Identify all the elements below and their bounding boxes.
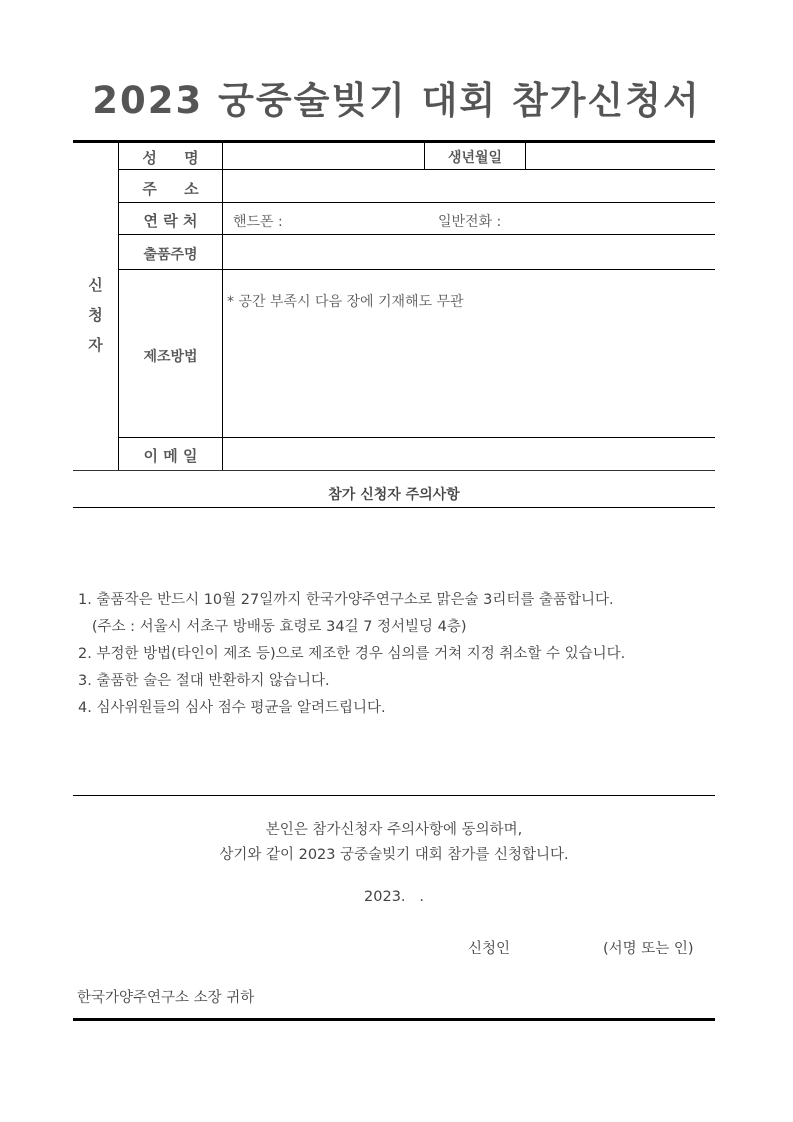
row-line — [118, 234, 715, 235]
email-label: 이 메 일 — [143, 447, 198, 465]
entry-name-label: 출품주명 — [143, 247, 198, 263]
method-note: * 공간 부족시 다음 장에 기재해도 무관 — [227, 294, 464, 310]
birth-divider — [525, 142, 526, 170]
agreement-line-1: 본인은 참가신청자 주의사항에 동의하며, — [265, 822, 523, 838]
notice-item: (주소 : 서울시 서초구 방배동 효령로 34길 7 정서빌딩 4층) — [78, 619, 467, 635]
section-char: 신 — [88, 276, 103, 294]
row-line — [118, 169, 715, 170]
birth-label: 생년월일 — [447, 150, 503, 166]
section-label — [73, 270, 118, 360]
phone-label: 일반전화 : — [438, 214, 502, 230]
signature-label: (서명 또는 인) — [603, 941, 694, 957]
addressee: 한국가양주연구소 소장 귀하 — [77, 990, 255, 1006]
notice-item: 1. 출품작은 반드시 10월 27일까지 한국가양주연구소로 맑은술 3리터를 출품합니다. — [78, 592, 614, 608]
mobile-label: 핸드폰 : — [233, 214, 283, 230]
agreement-divider — [73, 795, 715, 796]
document-title: 2023 궁중술빚기 대회 참가신청서 — [92, 79, 701, 122]
address-label: 주 소 — [142, 180, 199, 198]
notice-divider — [73, 507, 715, 508]
row-line — [118, 437, 715, 438]
applicant-label: 신청인 — [468, 941, 511, 957]
agreement-line-2: 상기와 같이 2023 궁중술빚기 대회 참가를 신청합니다. — [219, 847, 569, 863]
section-char: 자 — [88, 336, 103, 354]
notice-item: 4. 심사위원들의 심사 점수 평균을 알려드립니다. — [78, 700, 386, 716]
application-date: 2023. . — [364, 889, 424, 905]
label-divider — [222, 142, 223, 471]
row-line — [118, 202, 715, 203]
notice-item: 2. 부정한 방법(타인이 제조 등)으로 제조한 경우 심의를 거쳐 지정 취소할 수 있습니다. — [78, 646, 626, 662]
bottom-rule — [73, 1018, 715, 1021]
section-char: 청 — [88, 306, 103, 324]
notice-title: 참가 신청자 주의사항 — [328, 487, 460, 503]
row-line — [118, 269, 715, 270]
form-top-border — [73, 140, 715, 143]
name-label: 성 명 — [142, 149, 199, 167]
form-bottom-border — [73, 470, 715, 471]
method-label: 제조방법 — [143, 349, 198, 365]
notice-list — [78, 590, 625, 725]
notice-item: 3. 출품한 술은 절대 반환하지 않습니다. — [78, 673, 330, 689]
contact-label: 연 락 처 — [143, 212, 198, 230]
